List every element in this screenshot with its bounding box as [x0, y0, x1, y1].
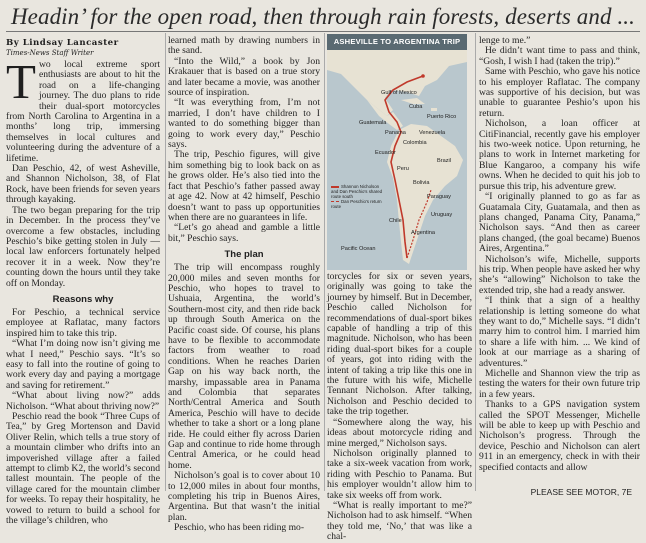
label-puerto-rico: Puerto Rico [427, 114, 457, 120]
label-colombia: Colombia [403, 140, 427, 146]
label-cuba: Cuba [409, 104, 423, 110]
map-puerto-rico [431, 108, 437, 111]
map-legend [331, 184, 387, 214]
column-3 [327, 271, 472, 543]
column-divider [324, 33, 325, 491]
headline: Headin’ for the open road, then through rain forests, deserts and ... [10, 4, 636, 29]
column-1 [6, 38, 160, 527]
label-panama: Panama [385, 130, 406, 136]
headline-rule [6, 31, 640, 32]
paragraph: “Let’s go ahead and gamble a little bit,” Peschio says. [168, 222, 320, 244]
subhead-reasons: Reasons why [52, 293, 114, 305]
legend-item-shared: Shannon Nicholson and Dan Peschio's shared route south [331, 184, 383, 199]
paragraph: “I think that a sign of a healthy relationship is letting someone do what they want to do,” Michelle says. “I didn’t marry him to control him. I married him to share a life with him. ... We kind of look at our marriage as a sharing of adventures.” [479, 295, 640, 369]
legend-item-return: Dan Peschio's return route [331, 199, 382, 209]
legend-swatch-solid [331, 186, 339, 188]
paragraph: Nicholson, a loan officer at CitiFinancial, recently gave his employer his two-week notice. Upon returning, he plans to work in Internet marketing for Blue Kangaroo, a company his wife owns. When he decided to quit his job to pursue this trip, his adventure grew. [479, 118, 640, 192]
label-pacific: Pacific Ocean [341, 246, 376, 252]
paragraph: Thanks to a GPS navigation system called the SPOT Messenger, Michelle will be able to keep up with Peschio and Nicholson’s progress. Through the device, Peschio and Nicholson can alert 911 in an emergency, check in with their specified contacts and allow [479, 399, 640, 473]
label-venezuela: Venezuela [419, 130, 446, 136]
paragraph: Same with Peschio, who gave his notice to his employer Raflatac. The company was supportive of his decision, but was unable to guarantee Peshio’s upon his return. [479, 66, 640, 119]
label-paraguay: Paraguay [427, 194, 451, 200]
jump-line: PLEASE SEE MOTOR, 7E [530, 487, 632, 497]
paragraph: Peschio, who has been riding mo- [174, 522, 305, 534]
paragraph: “It was everything from, I’m not married, I don’t have children to I wanted to do something bigger than going to work every day,” Peschio says. [168, 97, 320, 151]
paragraph: Nicholson’s goal is to cover about 10 to 12,000 miles in about four months, completing his trip in Buenos Aires, Argentina. But that wasn’t the initial plan. [168, 470, 320, 523]
paragraph: The two began preparing for the trip in December. In the process they’ve overcome a few obstacles, including Peschio’s bike getting stolen in July — local law enforcers fortunately helped recover it in a week. Now they’re counting down the hours until they take off on Monday. [6, 204, 160, 289]
route-map [327, 34, 467, 270]
label-ecuador: Ecuador [375, 150, 396, 156]
column-divider [475, 33, 476, 491]
paragraph: The trip will encompass roughly 20,000 miles and seven months for Peschio, who hopes to travel to Ushuaia, Argentina, the world’s Southern-most city, and then ride back up through South America on the Pacific coast side. Of course, his plans have to be flexible to accommodate factors from weather to road conditions. When he reaches Darien Gap on his way back north, the marshy, impassable area in Panama and Colombia that separates North/Central America and South America, Peschio will have to decide whether to take a short or a long plane ride. He could either fly across Darien Gap and continue to ride home through Central America, or he could head home. [168, 262, 320, 471]
paragraph: The trip, Peschio figures, will give him something big to look back on as he grows older. He’s also tied into the fact that Peschio’s father passed away at age 42. Now at 42 himself, Peschio doesn’t want to pass up opportunities when there are no guarantees in life. [168, 149, 320, 223]
paragraph: “What I’m doing now isn’t giving me what I need,” Peschio says. “It’s so easy to fall into the routine of going to work every day and paying a mortgage and saving for retirement.” [6, 338, 160, 391]
label-bolivia: Bolivia [413, 180, 430, 186]
paragraph: lenge to me.” [479, 35, 531, 46]
map-title: ASHEVILLE TO ARGENTINA TRIP [327, 34, 467, 50]
paragraph: torcycles for six or seven years, originally was going to take the journey by himself. But in December, Peschio called Nicholson for recommendations of dual-sport bikes capable of handling a trip of this magnitude. Nicholson, who has been riding dual-sport bikes for a couple of years, got into riding with the intent of taking a trip like this one in the future with his wife, Michelle Tennant Nicholson. After talking, Nicholson and Peschio decided to take the trip together. [327, 271, 472, 418]
dropcap: T [6, 54, 36, 109]
paragraph: Peschio read the book “Three Cups of Tea,” by Greg Mortenson and David Oliver Relin, which tells a true story of a mountain climber who drifts into an impoverished village after a failed attempt to climb K2, the world’s second tallest mountain. The people of the village cared for the mountain climber for weeks. To repay their hospitality, he vowed to return to build a school for the village’s children, who [6, 411, 160, 527]
paragraph: “I originally planned to go as far as Guatamala City, Guatamala, and then as plans changed, Panama City, Panama,” Nicholson says. “And then as career plans changed, (the goal became) Buenos Aires, Argentina.” [479, 191, 640, 255]
label-argentina: Argentina [411, 230, 435, 236]
byline: By Lindsay Lancaster [6, 38, 119, 48]
label-peru: Peru [397, 166, 409, 172]
subhead-plan: The plan [224, 249, 264, 261]
paragraph: Dan Peschio, 42, of west Asheville, and Shannon Nicholson, 38, of Flat Rock, have been friends for seven years through kayaking. [6, 163, 160, 206]
label-chile: Chile [389, 218, 402, 224]
label-brazil: Brazil [437, 158, 451, 164]
paragraph: Nicholson’s wife, Michelle, supports his trip. When people have asked her why she’s “allowing” Nicholson to take the extended trip, she had a ready answer. [479, 253, 640, 296]
paragraph: learned math by drawing numbers in the sand. [168, 35, 320, 57]
lead-paragraph: Two local extreme sport enthusiasts are about to hit the road on a life-changing journey. The duo plans to ride their dual-sport motorcycles from North Carolina to Argentina in a months’ long trip, immersing themselves in local cultures and volunteering during the adventure of a lifetime. [6, 54, 160, 164]
paragraph: Michelle and Shannon view the trip as testing the waters for their own future trip in a few years. [479, 368, 640, 400]
column-2 [168, 35, 320, 534]
label-guatemala: Guatemala [359, 120, 387, 126]
paragraph: He didn’t want time to pass and think, “Gosh, I wish I had (taken the trip).” [479, 45, 640, 67]
map-start-dot [421, 74, 425, 78]
column-divider [165, 33, 166, 491]
column-4 [479, 36, 640, 488]
label-gulf: Gulf of Mexico [381, 90, 417, 96]
map-graphic [327, 50, 467, 270]
paragraph: “What about living now?” adds Nicholson. “What about thriving now?” [6, 390, 160, 412]
affiliation: Times-News Staff Writer [6, 49, 94, 57]
paragraph: For Peschio, a technical service employee at Raflatac, many factors inspired him to take this trip. [6, 306, 160, 339]
paragraph: “What is really important to me?” Nicholson had to ask himself. “When they told me, ‘No,’ that was like a chal- [327, 499, 472, 543]
label-uruguay: Uruguay [431, 212, 453, 218]
legend-swatch-dashed [331, 201, 339, 202]
paragraph: Nicholson originally planned to take a six-week vacation from work, riding with Peschio to Panama. But his employer wouldn’t allow him to take six weeks off from work. [327, 447, 472, 501]
paragraph: “Somewhere along the way, his ideas about motorcycle riding and mine merged,” Nicholson says. [327, 416, 472, 449]
paragraph: “Into the Wild,” a book by Jon Krakauer that is based on a true story and later became a movie, was another source of inspiration. [168, 55, 320, 99]
